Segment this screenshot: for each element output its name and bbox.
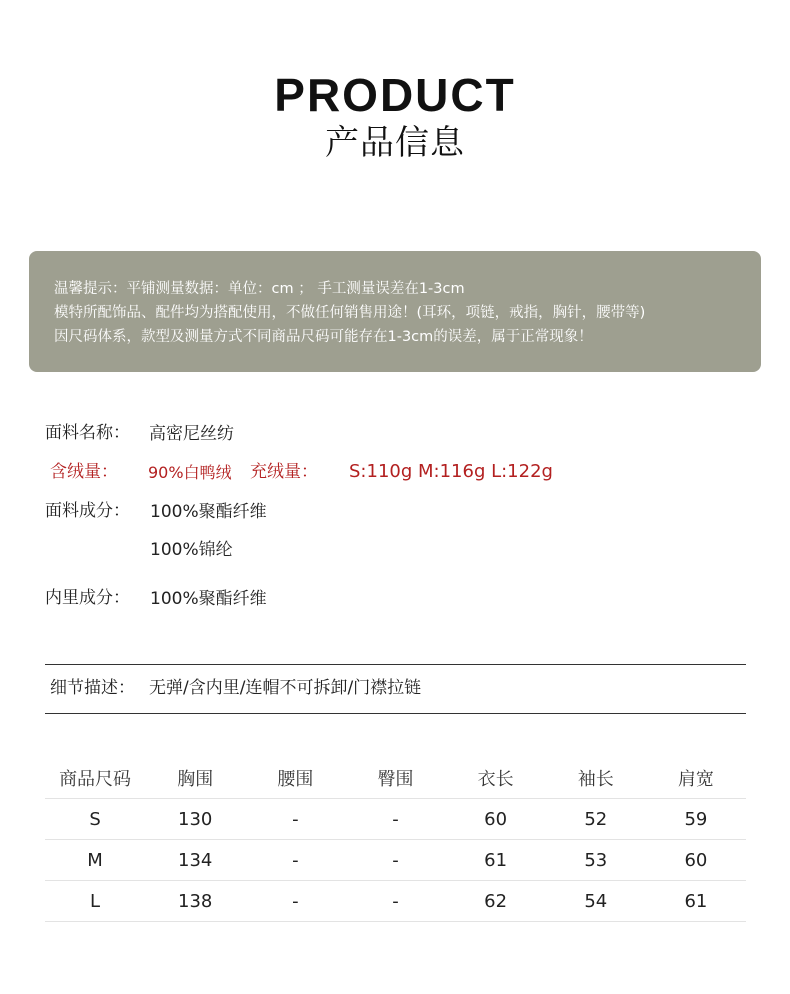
fill-weight-value: S:110g M:116g L:122g xyxy=(349,461,553,482)
page-title-cn: 产品信息 xyxy=(325,123,465,163)
table-cell: - xyxy=(245,799,345,840)
header-hip: 臀围 xyxy=(345,758,445,799)
divider-bottom xyxy=(45,713,746,714)
table-cell: 134 xyxy=(145,840,245,881)
details-label: 细节描述： xyxy=(50,678,135,698)
table-cell: 62 xyxy=(446,881,546,922)
table-cell: M xyxy=(45,840,145,881)
header-sleeve: 袖长 xyxy=(546,758,646,799)
header-shoulder: 肩宽 xyxy=(646,758,746,799)
fabric-composition-label: 面料成分： xyxy=(45,501,130,521)
table-cell: 60 xyxy=(646,840,746,881)
size-table xyxy=(45,758,746,922)
fabric-composition-value-2: 100%锦纶 xyxy=(150,540,233,560)
table-cell: - xyxy=(245,881,345,922)
header-length: 衣长 xyxy=(446,758,546,799)
lining-composition-value: 100%聚酯纤维 xyxy=(150,589,267,609)
table-cell: - xyxy=(345,799,445,840)
notice-line-3: 因尺码体系，款型及测量方式不同商品尺码可能存在1-3cm的误差，属于正常现象！ xyxy=(54,329,593,345)
header-waist: 腰围 xyxy=(245,758,345,799)
table-cell: 53 xyxy=(546,840,646,881)
fabric-composition-value-1: 100%聚酯纤维 xyxy=(150,502,267,522)
table-row xyxy=(45,881,746,922)
down-content-value: 90%白鸭绒 xyxy=(148,463,232,482)
fill-weight-label: 充绒量： xyxy=(250,462,318,482)
table-cell: - xyxy=(345,881,445,922)
down-content-label: 含绒量： xyxy=(50,462,118,482)
lining-composition-label: 内里成分： xyxy=(45,588,130,608)
table-cell: 138 xyxy=(145,881,245,922)
fabric-name-value: 高密尼丝纺 xyxy=(149,424,234,444)
table-cell: 59 xyxy=(646,799,746,840)
table-cell: 61 xyxy=(646,881,746,922)
table-row xyxy=(45,799,746,840)
table-cell: 61 xyxy=(446,840,546,881)
table-cell: S xyxy=(45,799,145,840)
header-chest: 胸围 xyxy=(145,758,245,799)
table-cell: - xyxy=(345,840,445,881)
divider-top xyxy=(45,664,746,665)
table-row xyxy=(45,840,746,881)
table-cell: 130 xyxy=(145,799,245,840)
table-cell: 52 xyxy=(546,799,646,840)
table-cell: L xyxy=(45,881,145,922)
page-title-en: PRODUCT xyxy=(274,69,516,121)
table-cell: 60 xyxy=(446,799,546,840)
details-value: 无弹/含内里/连帽不可拆卸/门襟拉链 xyxy=(149,678,422,698)
size-table-header-row xyxy=(45,758,746,799)
notice-line-2: 模特所配饰品、配件均为搭配使用，不做任何销售用途！(耳环，项链，戒指，胸针，腰带等) xyxy=(54,305,646,321)
fabric-name-label: 面料名称： xyxy=(45,423,130,443)
header-size: 商品尺码 xyxy=(45,758,145,799)
notice-line-1: 温馨提示：平铺测量数据：单位：cm ； 手工测量误差在1-3cm xyxy=(54,281,465,297)
notice-box xyxy=(29,251,761,372)
table-cell: - xyxy=(245,840,345,881)
table-cell: 54 xyxy=(546,881,646,922)
